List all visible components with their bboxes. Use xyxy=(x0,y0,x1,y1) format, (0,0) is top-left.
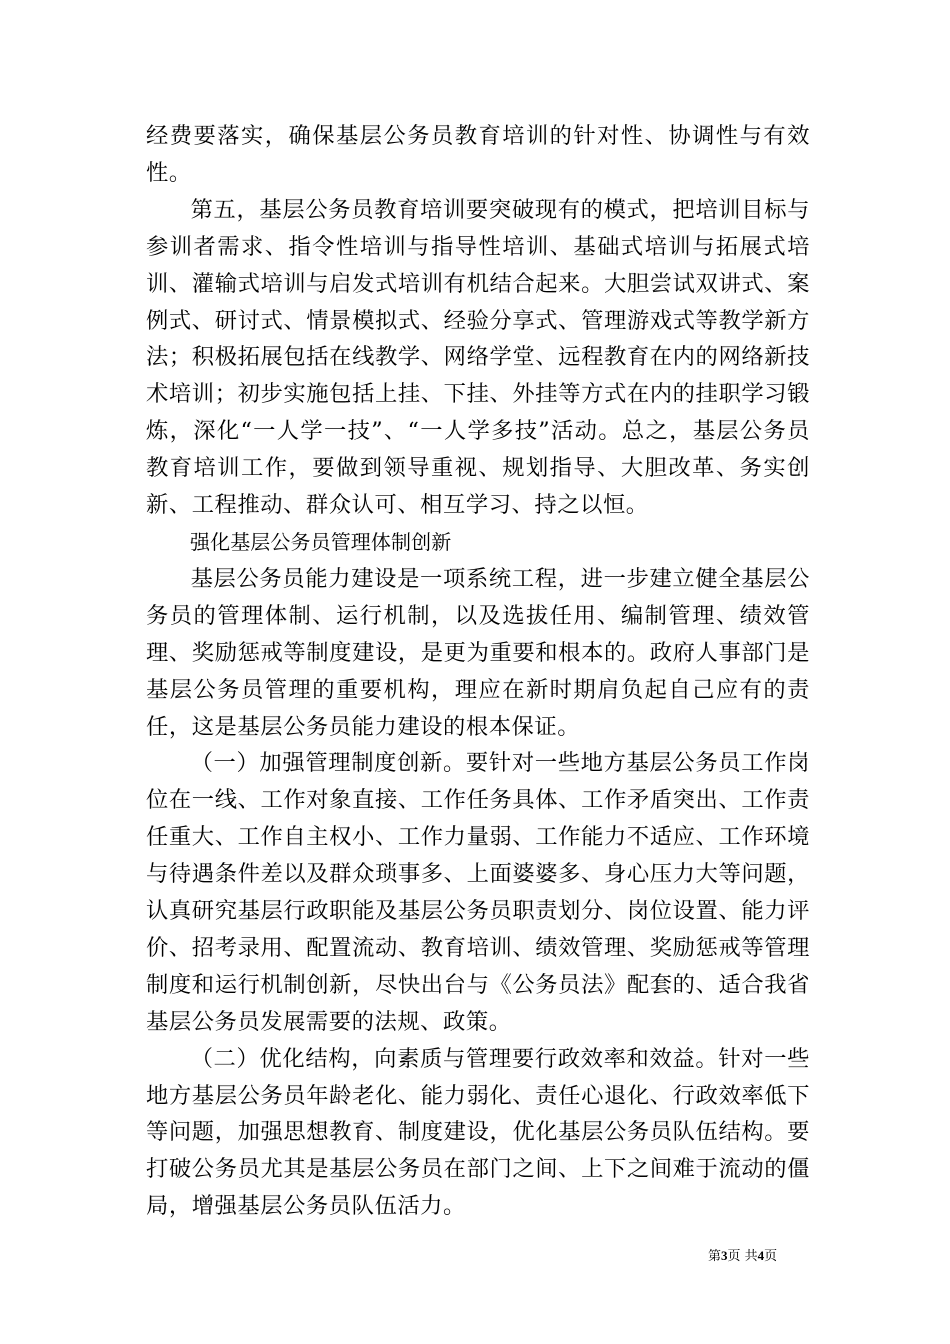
section-heading: 强化基层公务员管理体制创新 xyxy=(190,529,452,554)
current-page-number: 3 xyxy=(721,1248,728,1263)
footer-middle: 页 共 xyxy=(727,1249,758,1264)
paragraph-continuation: 经费要落实，确保基层公务员教育培训的针对性、协调性与有效性。 xyxy=(146,123,810,186)
page-number-footer xyxy=(708,1248,777,1265)
footer-suffix: 页 xyxy=(764,1249,778,1264)
footer-prefix: 第 xyxy=(708,1249,722,1264)
document-body xyxy=(146,118,810,1225)
paragraph-capacity-building: 基层公务员能力建设是一项系统工程，进一步建立健全基层公务员的管理体制、运行机制，以及选拔任用、编制管理、绩效管理、奖励惩戒等制度建设，是更为重要和根本的。政府人事部门是基层公务员管理的重要机构，理应在新时期肩负起自己应有的责任，这是基层公务员能力建设的根本保证。 xyxy=(146,565,810,740)
total-pages-number: 4 xyxy=(757,1248,765,1263)
paragraph-fifth-point: 第五，基层公务员教育培训要突破现有的模式，把培训目标与参训者需求、指令性培训与指导性培训、基础式培训与拓展式培训、灌输式培训与启发式培训有机结合起来。大胆尝试双讲式、案例式、研讨式、情景模拟式、经验分享式、管理游戏式等教学新方法；积极拓展包括在线教学、网络学堂、远程教育在内的网络新技术培训；初步实施包括上挂、下挂、外挂等方式在内的挂职学习锻炼，深化“一人学一技”、“一人学多技”活动。总之，基层公务员教育培训工作，要做到领导重视、规划指导、大胆改革、务实创新、工程推动、群众认可、相互学习、持之以恒。 xyxy=(146,196,810,519)
paragraph-point-two: （二）优化结构，向素质与管理要行政效率和效益。针对一些地方基层公务员年龄老化、能力弱化、责任心退化、行政效率低下等问题，加强思想教育、制度建设，优化基层公务员队伍结构。要打破公务员尤其是基层公务员在部门之间、上下之间难于流动的僵局，增强基层公务员队伍活力。 xyxy=(146,1045,810,1220)
paragraph-point-one: （一）加强管理制度创新。要针对一些地方基层公务员工作岗位在一线、工作对象直接、工作任务具体、工作矛盾突出、工作责任重大、工作自主权小、工作力量弱、工作能力不适应、工作环境与待遇条件差以及群众琐事多、上面婆婆多、身心压力大等问题，认真研究基层行政职能及基层公务员职责划分、岗位设置、能力评价、招考录用、配置流动、教育培训、绩效管理、奖励惩戒等管理制度和运行机制创新，尽快出台与《公务员法》配套的、适合我省基层公务员发展需要的法规、政策。 xyxy=(146,750,810,1035)
